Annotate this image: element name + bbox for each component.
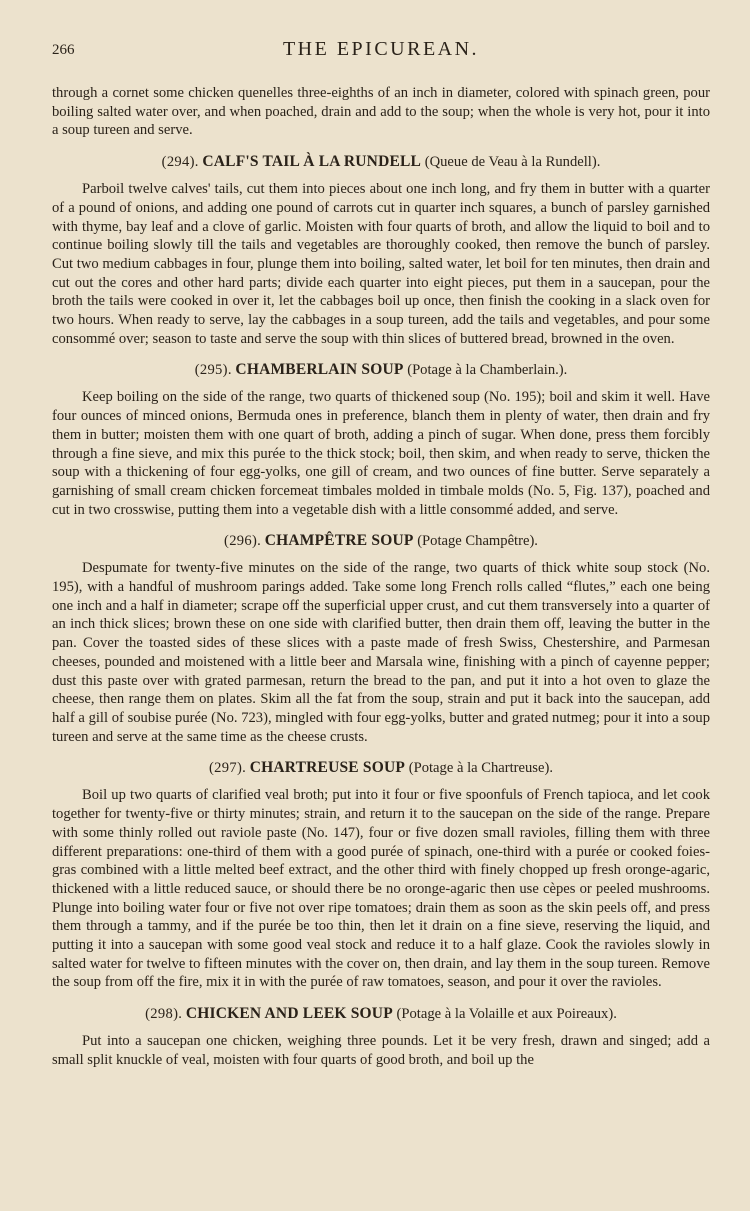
recipe-french-name: (Potage Champêtre). xyxy=(417,533,538,550)
recipe-295 xyxy=(52,361,710,519)
recipe-number: (295). xyxy=(194,362,232,379)
recipe-294 xyxy=(52,153,710,348)
recipe-body: Parboil twelve calves' tails, cut them into pieces about one inch long, and fry them in butter with a quarter of a pound of onions, and adding one pound of carrots cut in quarter inch squares, a bunch of parsley garnished with thyme, bay leaf and a clove of garlic. Moisten with four quarts of broth, and allow the liquid to boil and to continue boiling slowly till the tails and vegetables are thoroughly cooked, then remove the bunch of parsley. Cut two medium cabbages in four, plunge them into boiling, salted water, let boil for ten minutes, then drain and cut out the cores and other hard parts; divide each quarter into eight pieces, put them in a saucepan, pour the broth the tails were cooked in over it, let the cabbages boil up once, then finish the cooking in a slack oven for two hours. When ready to serve, lay the cabbages in a soup tureen, add the tails and vegetables, and pour some consommé over; season to taste and serve the soup with thin slices of buttered bread, browned in the oven. xyxy=(52,181,710,347)
intro-paragraph: through a cornet some chicken quenelles three-eighths of an inch in diameter, colored with spinach green, pour boiling salted water over, and when poached, drain and add to the soup; when the whole is very hot, pour it into a soup tureen and serve. xyxy=(52,85,710,139)
recipe-body: Despumate for twenty-five minutes on the side of the range, two quarts of thick white soup stock (No. 195), with a handful of mushroom parings added. Take some long French rolls called “flutes,” each one being one inch and a half in diameter; scrape off the superficial upper crust, and cut them transversely into a quarter of an inch thick slices; brown these on one side with clarified butter, then drain them off, leaving the butter in the pan. Cover the toasted sides of these slices with a paste made of fresh Swiss, Chestershire, and Parmesan cheeses, pounded and moistened with a little beer and Marsala wine, finishing with a pinch of cayenne pepper; dust this paste over with grated parmesan, return the bread to the pan, and put it into a hot oven to glaze the cheese, then range them on plates. Skim all the fat from the soup, strain and put it back into the saucepan, add half a gill of soubise purée (No. 723), mingled with four egg-yolks, butter and grated nutmeg; pour it into a soup tureen and serve at the same time as the cheese crusts. xyxy=(52,560,710,745)
page-header xyxy=(52,38,710,64)
recipe-name: CHARTREUSE SOUP xyxy=(249,759,406,777)
recipe-298 xyxy=(52,1005,710,1069)
recipe-french-name: (Potage à la Chamberlain.). xyxy=(407,362,568,379)
recipe-body: Boil up two quarts of clarified veal broth; put into it four or five spoonfuls of French tapioca, and let cook together for twenty-five or thirty minutes; strain, and return it to the saucepan on the side of the range. Prepare with some thinly rolled out raviole paste (No. 147), four or five dozen small ravioles, filling them with three different preparations: one-third of them with a good purée of spinach, one-third with a purée or cooked foies-gras combined with a little melted beef extract, and the other third with finely chopped up fresh oronge-agaric, thickened with a little reduced sauce, or should there be no oronge-agaric then use cèpes or peeled mushrooms. Plunge into boiling water four or five not over ripe tomatoes; drain them as soon as the skin peels off, and press them through a tammy, and if the purée be too thin, then let it drain on a fine sieve, reserving the liquid, and putting it into a saucepan with some good veal stock and reduce it to a half glaze. Cook the ravioles slowly in salted water for twelve to fifteen minutes with the cover on, then drain, and lay them in the soup tureen. Remove the soup from off the fire, mix it in with the purée of raw tomatoes, season, and pour it over the ravioles. xyxy=(52,787,710,991)
recipe-body: Put into a saucepan one chicken, weighing three pounds. Let it be very fresh, drawn and singed; add a small split knuckle of veal, moisten with four quarts of good broth, and boil up the xyxy=(52,1033,710,1068)
recipe-heading xyxy=(52,759,710,777)
recipe-number: (298). xyxy=(145,1006,183,1023)
recipe-body: Keep boiling on the side of the range, two quarts of thickened soup (No. 195); boil and skim it well. Have four ounces of minced onions, Bermuda ones in preference, blanch them in plenty of water, then drain and fry them in butter; moisten them with one quart of broth, adding a pinch of sugar. When done, press them forcibly through a fine sieve, and mix this purée to the thick stock; boil, then skim, and when ready to serve, thicken the soup with a thickening of four egg-yolks, one gill of cream, and two ounces of fine butter. Serve separately a garnishing of small cream chicken forcemeat timbales molded in timbale molds (No. 5, Fig. 137), poached and cut in two crosswise, putting them into a vegetable dish with a little consommé added, and serve. xyxy=(52,389,710,518)
recipe-french-name: (Potage à la Volaille et aux Poireaux). xyxy=(396,1006,617,1023)
page-number: 266 xyxy=(52,42,75,58)
recipe-name: CHAMPÊTRE SOUP xyxy=(264,532,414,550)
recipe-heading xyxy=(52,153,710,171)
recipe-heading xyxy=(52,532,710,550)
recipe-french-name: (Potage à la Chartreuse). xyxy=(408,760,553,777)
running-title: THE EPICUREAN. xyxy=(282,38,480,60)
recipe-296 xyxy=(52,532,710,746)
recipe-name: CHAMBERLAIN SOUP xyxy=(235,361,404,379)
recipe-number: (297). xyxy=(209,760,247,777)
recipe-heading xyxy=(52,361,710,379)
recipe-297 xyxy=(52,759,710,992)
recipe-heading xyxy=(52,1005,710,1023)
recipe-name: CHICKEN AND LEEK SOUP xyxy=(185,1005,393,1023)
recipe-number: (294). xyxy=(161,154,199,171)
recipe-name: CALF'S TAIL À LA RUNDELL xyxy=(202,153,422,171)
recipe-french-name: (Queue de Veau à la Rundell). xyxy=(424,154,601,171)
recipe-number: (296). xyxy=(224,533,262,550)
